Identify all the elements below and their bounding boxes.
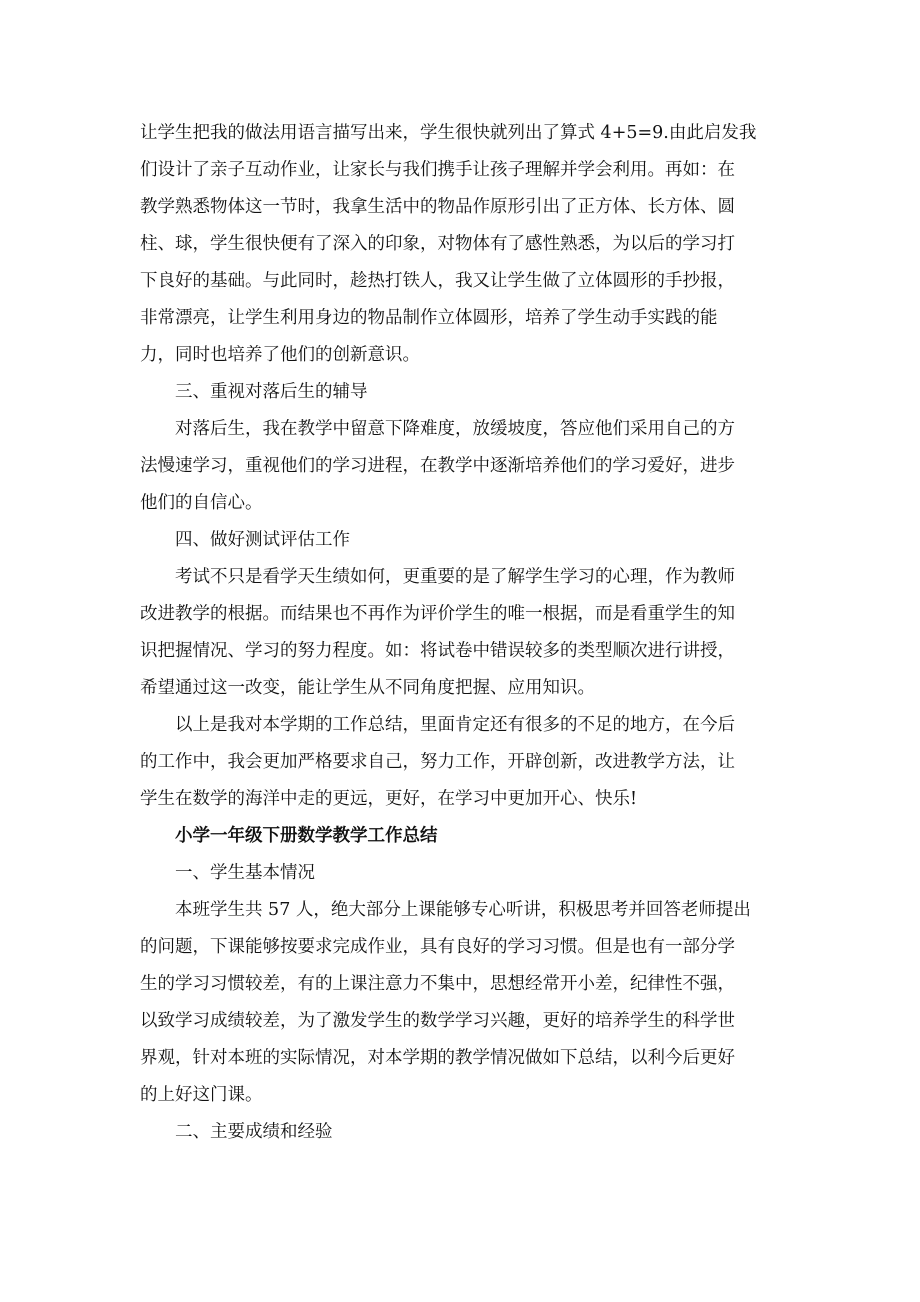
text-line: 对落后生，我在教学中留意下降难度，放缓坡度，答应他们采用自己的方	[175, 419, 735, 439]
section-heading: 三、重视对落后生的辅导	[175, 382, 368, 402]
section-heading: 一、学生基本情况	[175, 863, 315, 883]
text-line: 希望通过这一改变，能让学生从不同角度把握、应用知识。	[140, 678, 595, 698]
text-line: 下良好的基础。与此同时，趁热打铁人，我又让学生做了立体圆形的手抄报，	[140, 271, 735, 291]
text-line: 以上是我对本学期的工作总结，里面肯定还有很多的不足的地方，在今后	[175, 715, 735, 735]
text-line: 界观，针对本班的实际情况，对本学期的教学情况做如下总结，以利今后更好	[140, 1048, 735, 1068]
document-title: 小学一年级下册数学教学工作总结	[175, 826, 438, 846]
text-line: 他们的自信心。	[140, 493, 263, 513]
text-line: 的上好这门课。	[140, 1085, 263, 1105]
text-line: 柱、球，学生很快便有了深入的印象，对物体有了感性熟悉，为以后的学习打	[140, 234, 735, 254]
section-heading: 四、做好测试评估工作	[175, 530, 350, 550]
section-heading: 二、主要成绩和经验	[175, 1122, 333, 1142]
text-line: 学生在数学的海洋中走的更远，更好，在学习中更加开心、快乐!	[140, 789, 638, 809]
text-line: 让学生把我的做法用语言描写出来，学生很快就列出了算式 4+5=9.由此启发我	[140, 123, 757, 143]
text-line: 生的学习习惯较差，有的上课注意力不集中，思想经常开小差，纪律性不强，	[140, 974, 735, 994]
text-line: 非常漂亮，让学生利用身边的物品制作立体圆形，培养了学生动手实践的能	[140, 308, 718, 328]
text-line: 力，同时也培养了他们的创新意识。	[140, 345, 420, 365]
text-line: 教学熟悉物体这一节时，我拿生活中的物品作原形引出了正方体、长方体、圆	[140, 197, 735, 217]
text-line: 本班学生共 57 人，绝大部分上课能够专心听讲，积极思考并回答老师提出	[175, 900, 751, 920]
text-line: 的工作中，我会更加严格要求自己，努力工作，开辟创新，改进教学方法，让	[140, 752, 735, 772]
text-line: 们设计了亲子互动作业，让家长与我们携手让孩子理解并学会利用。再如：在	[140, 160, 735, 180]
text-line: 以致学习成绩较差，为了激发学生的数学学习兴趣，更好的培养学生的科学世	[140, 1011, 735, 1031]
text-line: 法慢速学习，重视他们的学习进程，在教学中逐渐培养他们的学习爱好，进步	[140, 456, 735, 476]
text-line: 改进教学的根据。而结果也不再作为评价学生的唯一根据，而是看重学生的知	[140, 604, 735, 624]
text-line: 识把握情况、学习的努力程度。如：将试卷中错误较多的类型顺次进行讲授，	[140, 641, 735, 661]
text-line: 的问题，下课能够按要求完成作业，具有良好的学习习惯。但是也有一部分学	[140, 937, 735, 957]
text-line: 考试不只是看学天生绩如何，更重要的是了解学生学习的心理，作为教师	[175, 567, 735, 587]
